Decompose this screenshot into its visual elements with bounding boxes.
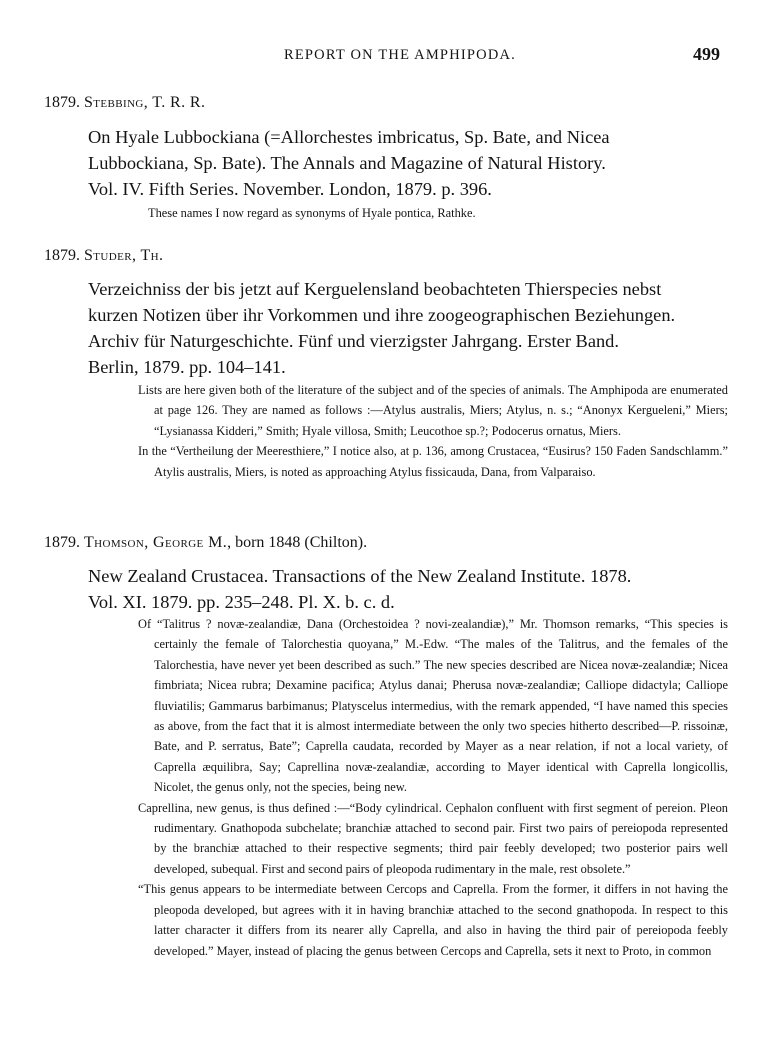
entry-year: 1879.: [44, 247, 80, 264]
title-line: On Hyale Lubbockiana (=Allorchestes imbricatus, Sp. Bate, and Nicea: [88, 127, 610, 147]
entry-title: [88, 563, 728, 615]
entry-note: These names I now regard as synonyms of Hyale pontica, Rathke.: [148, 206, 476, 220]
running-title: REPORT ON THE AMPHIPODA.: [283, 47, 517, 63]
entry-year: 1879.: [44, 94, 80, 111]
note-paragraph: Lists are here given both of the literature of the subject and of the species of animals. The Amphipoda are enumerated at page 126. They are named as follows :—Atylus australis, Miers; Atylus, n. s.; “Anonyx Kergueleni,” Miers; “Lysianassa Kidderi,” Smith; Hyale villosa, Smith; Leucothoe sp.?; Podocerus ornatus, Miers.: [138, 383, 728, 438]
entry-notes: [138, 614, 728, 961]
entry-year: 1879.: [44, 534, 80, 551]
note-paragraph: “This genus appears to be intermediate between Cercops and Caprella. From the former, it differs in not having the pleopoda developed, but agrees with it in having branchiæ attached to the second gnathopoda. In respect to this latter character it differs from its nearer ally Caprella, and also in having the third pair of pereiopoda feebly developed.” Mayer, instead of placing the genus between Cercops and Caprella, sets it next to Proto, in common: [138, 882, 728, 958]
note-paragraph: Of “Talitrus ? novæ-zealandiæ, Dana (Orchestoidea ? novi-zealandiæ),” Mr. Thomson remarks, “This species is certainly the female of Talorchestia quoyana,” M.-Edw. “The males of the Talitrus, and the females of the Talorchestia, have never yet been described as such.” The new species described are Nicea novæ-zealandiæ; Nicea fimbriata; Nicea rubra; Dexamine pacifica; Atylus danai; Pherusa novæ-zealandiæ; Calliope didactyla; Calliope fluviatilis; Gammarus barbimanus; Platyscelus intermedius, with the remark appended, “I have named this species as above, from the fact that it is almost intermediate between the only two species hitherto described—P. rissoinæ, Bate, and P. serratus, Bate”; Caprella caudata, recorded by Mayer as a near relation, if not a local variety, of Caprella æquilibra, Say; Caprellina novæ-zealandiæ, according to Mayer identical with Caprella longicollis, Nicolet, the genus only, not the species, being new.: [138, 617, 728, 795]
note-paragraph: In the “Vertheilung der Meeresthiere,” I notice also, at p. 136, among Crustacea, “Eusirus? 150 Faden Sandschlamm.” Atylis australis, Miers, is noted as approaching Atylus fissicauda, Dana, from Valparaiso.: [138, 444, 728, 479]
title-line: Vol. XI. 1879. pp. 235–248. Pl. X. b. c. d.: [88, 592, 395, 612]
entry-author: Studer, Th.: [84, 247, 164, 264]
entry-title: [88, 276, 728, 380]
entry-author: Stebbing, T. R. R.: [84, 94, 206, 111]
title-line: Verzeichniss der bis jetzt auf Kerguelensland beobachteten Thierspecies nebst: [88, 279, 662, 299]
entry-title: [88, 124, 728, 202]
title-line: Lubbockiana, Sp. Bate). The Annals and Magazine of Natural History.: [88, 153, 606, 173]
entry-heading: [44, 534, 367, 552]
title-line: New Zealand Crustacea. Transactions of the New Zealand Institute. 1878.: [88, 566, 632, 586]
entry-author: Thomson, George M.: [84, 534, 228, 551]
title-line: kurzen Notizen über ihr Vorkommen und ihre zoogeographischen Beziehungen.: [88, 305, 676, 325]
page-number: 499: [693, 44, 720, 64]
running-head: [0, 44, 776, 68]
title-line: Berlin, 1879. pp. 104–141.: [88, 357, 286, 377]
entry-heading: [44, 247, 163, 265]
title-line: Archiv für Naturgeschichte. Fünf und vierzigster Jahrgang. Erster Band.: [88, 331, 619, 351]
entry-notes: [138, 380, 728, 482]
entry-heading: [44, 94, 205, 112]
title-line: Vol. IV. Fifth Series. November. London, 1879. p. 396.: [88, 179, 492, 199]
note-paragraph: Caprellina, new genus, is thus defined :—“Body cylindrical. Cephalon confluent with first segment of pereion. Pleon rudimentary. Gnathopoda subchelate; branchiæ attached to second pair. First two pairs of pereiopoda represented by the branchiæ attached to their respective segments; third pair feebly developed; two posterior pairs well developed, subequal. First and second pairs of pleopoda rudimentary in the male, rest obsolete.”: [138, 800, 728, 876]
entry-author-suffix: , born 1848 (Chilton).: [227, 534, 368, 551]
